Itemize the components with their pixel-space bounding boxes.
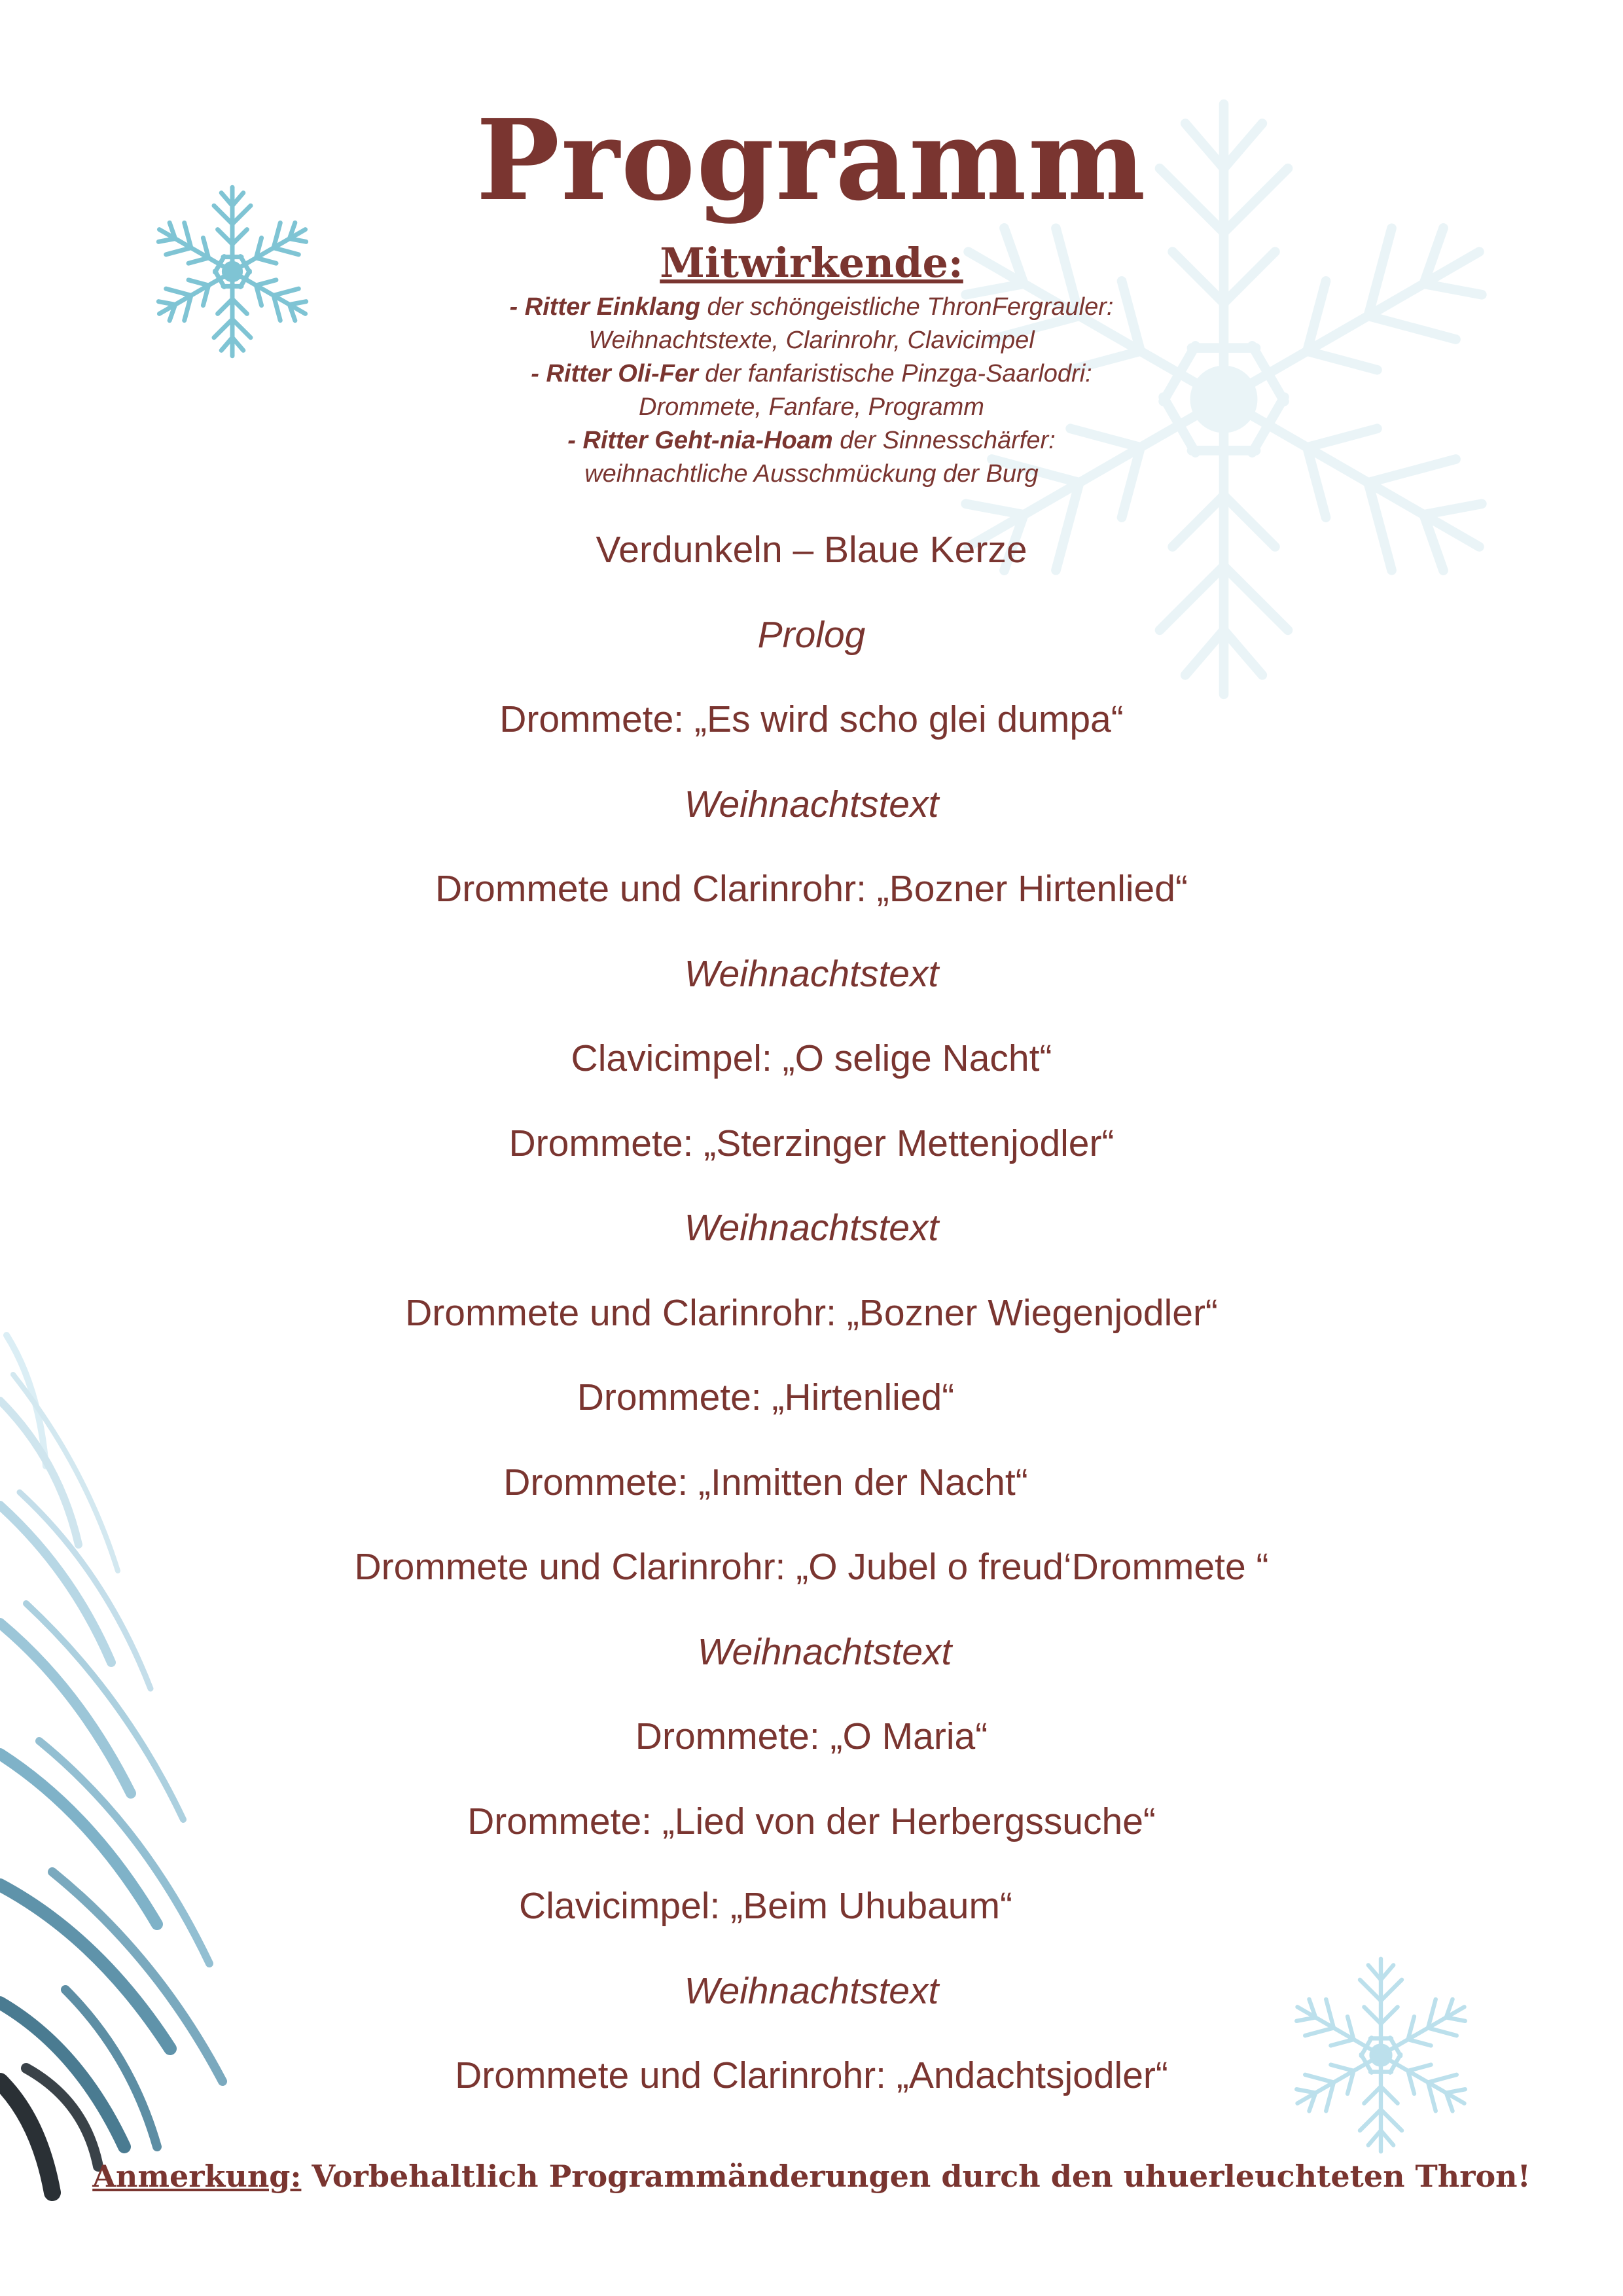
program-item: Weihnachtstext	[684, 783, 939, 825]
program-item: Drommete: „Sterzinger Mettenjodler“	[508, 1122, 1115, 1164]
credit-text: der Sinnesschärfer:	[832, 427, 1056, 454]
program-item: Clavicimpel: „O selige Nacht“	[571, 1037, 1052, 1079]
credit-text: weihnachtliche Ausschmückung der Burg	[584, 460, 1039, 488]
credit-name: - Ritter Geht-nia-Hoam	[567, 427, 833, 454]
credit-line	[0, 424, 1623, 457]
program-item: Drommete und Clarinrohr: „O Jubel o freud‘Drommete “	[354, 1546, 1269, 1588]
program-item: Weihnachtstext	[684, 952, 939, 995]
contributors-heading: Mitwirkende:	[660, 239, 963, 287]
program-item: Verdunkeln – Blaue Kerze	[596, 529, 1027, 571]
credit-text: Weihnachtstexte, Clarinrohr, Clavicimpel	[588, 327, 1035, 354]
program-item: Weihnachtstext	[684, 1969, 939, 2012]
program-item: Drommete: „Es wird scho glei dumpa“	[499, 698, 1124, 740]
program-item: Drommete: „Inmitten der Nacht“	[503, 1461, 1028, 1503]
program-item: Weihnachtstext	[684, 1207, 939, 1249]
credit-name: - Ritter Einklang	[509, 293, 700, 321]
program-item: Drommete: „Hirtenlied“	[577, 1376, 955, 1418]
credit-line	[0, 357, 1623, 391]
program-item: Weihnachtstext	[697, 1630, 952, 1673]
note-label: Anmerkung:	[92, 2159, 302, 2194]
page-title: Programm	[476, 95, 1147, 226]
credit-text: der fanfaristische Pinzga-Saarlodri:	[698, 360, 1092, 387]
note-text: Vorbehaltlich Programmänderungen durch den uhuerleuchteten Thron!	[301, 2159, 1531, 2194]
credit-name: - Ritter Oli-Fer	[531, 360, 698, 387]
footer-note	[0, 2153, 1623, 2199]
program-item: Drommete: „O Maria“	[635, 1715, 988, 1757]
credit-line	[0, 391, 1623, 424]
program-item: Prolog	[757, 613, 866, 656]
credit-line	[0, 291, 1623, 324]
contributors-list	[0, 291, 1623, 491]
credit-text: der schöngeistliche ThronFergrauler:	[700, 293, 1114, 321]
credit-line	[0, 324, 1623, 357]
program-item: Drommete und Clarinrohr: „Bozner Wiegenjodler“	[405, 1291, 1218, 1334]
program-item: Drommete: „Lied von der Herbergssuche“	[467, 1800, 1156, 1842]
program-item: Clavicimpel: „Beim Uhubaum“	[519, 1885, 1012, 1927]
program-item: Drommete und Clarinrohr: „Andachtsjodler“	[455, 2054, 1168, 2096]
credit-line	[0, 457, 1623, 491]
credit-text: Drommete, Fanfare, Programm	[639, 393, 984, 421]
program-item: Drommete und Clarinrohr: „Bozner Hirtenlied“	[435, 868, 1188, 910]
